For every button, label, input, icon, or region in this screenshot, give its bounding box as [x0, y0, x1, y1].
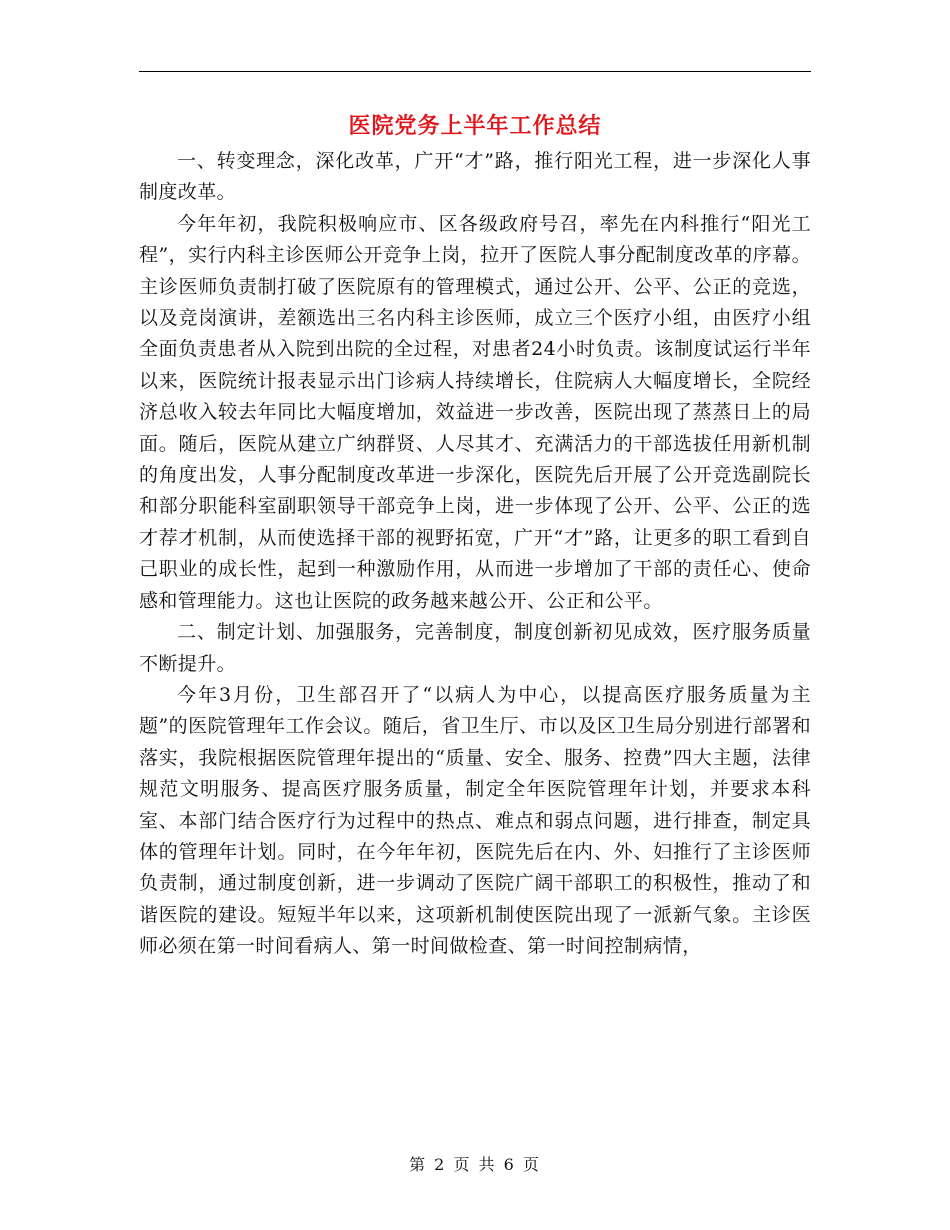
- page-number: 第 2 页 共 6 页: [409, 1155, 541, 1174]
- body-paragraph-1: 今年年初，我院积极响应市、区各级政府号召，率先在内科推行“阳光工程”，实行内科主诊医师公开竞争上岗，拉开了医院人事分配制度改革的序幕。主诊医师负责制打破了医院原有的管理模式，通过公开、公平、公正的竞选，以及竞岗演讲，差额选出三名内科主诊医师，成立三个医疗小组，由医疗小组全面负责患者从入院到出院的全过程，对患者24小时负责。该制度试运行半年以来，医院统计报表显示出门诊病人持续增长，住院病人大幅度增长，全院经济总收入较去年同比大幅度增加，效益进一步改善，医院出现了蒸蒸日上的局面。随后，医院从建立广纳群贤、人尽其才、充满活力的干部选拔任用新机制的角度出发，人事分配制度改革进一步深化，医院先后开展了公开竞选副院长和部分职能科室副职领导干部竞争上岗，进一步体现了公开、公平、公正的选才荐才机制，从而使选择干部的视野拓宽，广开“才”路，让更多的职工看到自己职业的成长性，起到一种激励作用，从而进一步增加了干部的责任心、使命感和管理能力。这也让医院的政务越来越公开、公正和公平。: [139, 212, 811, 612]
- section-heading-1: 一、转变理念，深化改革，广开“才”路，推行阳光工程，进一步深化人事制度改革。: [139, 150, 811, 204]
- header-rule: [139, 71, 811, 72]
- document-body: [139, 146, 811, 963]
- body-paragraph-2: 今年3月份，卫生部召开了“以病人为中心，以提高医疗服务质量为主题”的医院管理年工作会议。随后，省卫生厅、市以及区卫生局分别进行部署和落实，我院根据医院管理年提出的“质量、安全、服务、控费”四大主题，法律规范文明服务、提高医疗服务质量，制定全年医院管理年计划，并要求本科室、本部门结合医疗行为过程中的热点、难点和弱点问题，进行排查，制定具体的管理年计划。同时，在今年年初，医院先后在内、外、妇推行了主诊医师负责制，通过制度创新，进一步调动了医院广阔干部职工的积极性，推动了和谐医院的建设。短短半年以来，这项新机制使医院出现了一派新气象。主诊医师必须在第一时间看病人、第一时间做检查、第一时间控制病情，: [139, 683, 811, 958]
- section-heading-2: 二、制定计划、加强服务，完善制度，制度创新初见成效，医疗服务质量不断提升。: [139, 621, 811, 675]
- document-title: 医院党务上半年工作总结: [348, 113, 602, 139]
